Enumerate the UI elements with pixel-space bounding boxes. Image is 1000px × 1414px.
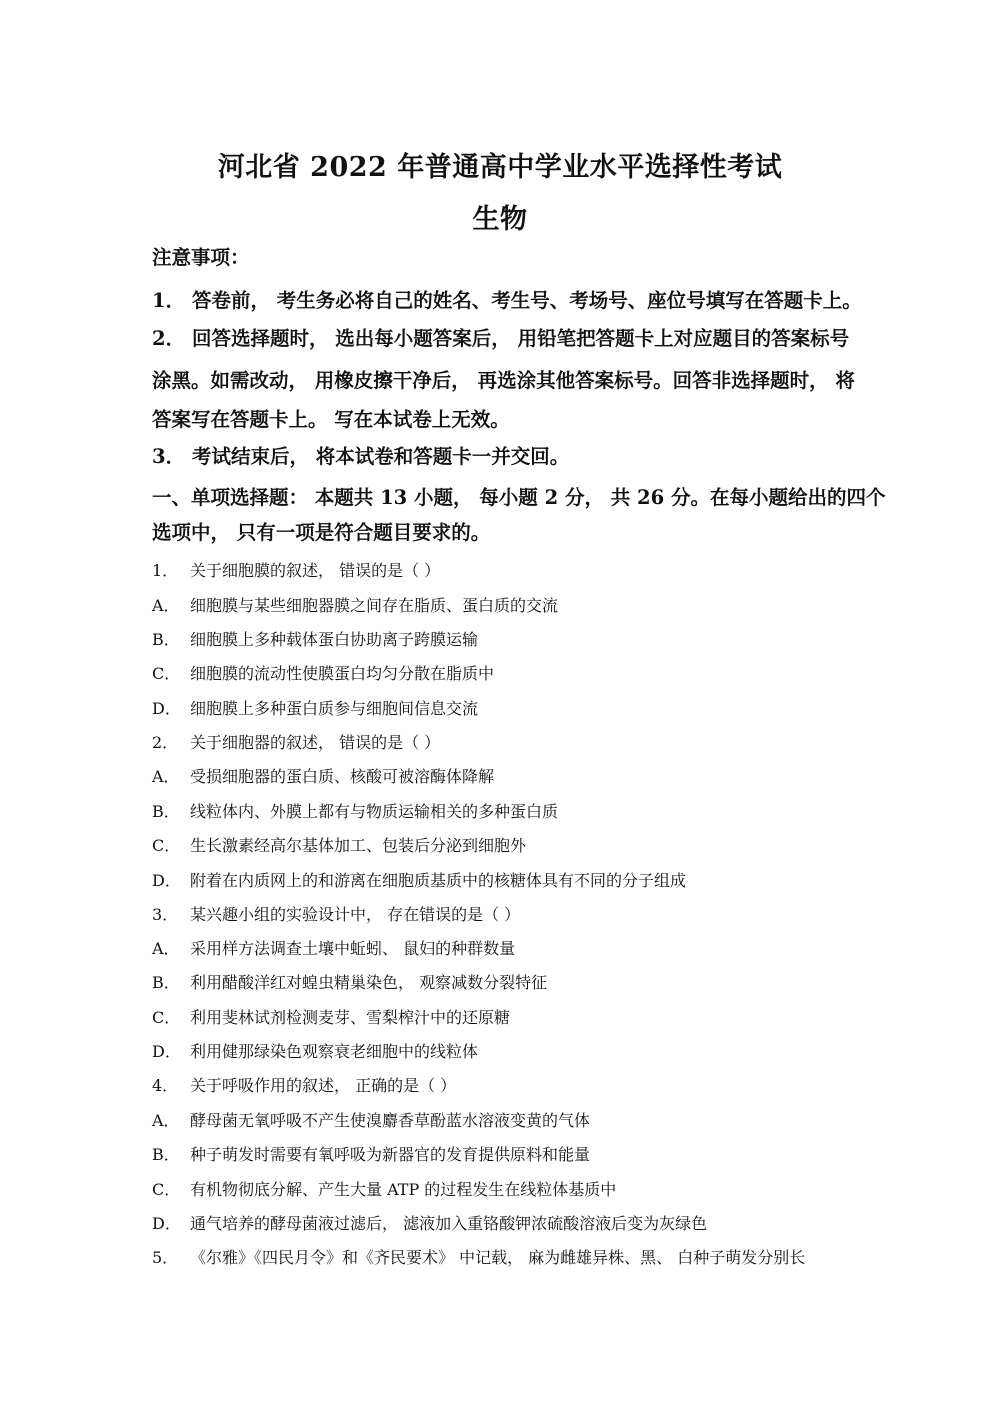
question-4-text: 关于呼吸作用的叙述， 正确的是（ ） — [190, 1076, 457, 1095]
option-label: D． — [152, 699, 181, 718]
question-1-option-d — [152, 696, 478, 719]
question-5-text: 《尔雅》《四民月令》和《齐民要术》 中记载， 麻为雌雄异株、黑、 白种子萌发分别长 — [190, 1248, 806, 1267]
option-label: D． — [152, 871, 181, 890]
question-2-option-a — [152, 764, 494, 787]
option-label: C． — [152, 664, 181, 683]
option-text: 生长激素经高尔基体加工、包装后分泌到细胞外 — [190, 836, 527, 855]
option-label: A． — [152, 939, 180, 958]
question-3-option-a — [152, 936, 515, 959]
section-1-heading-line2: 选项中， 只有一项是符合题目要求的。 — [152, 521, 491, 544]
question-4-stem — [152, 1073, 456, 1096]
question-1-stem — [152, 558, 440, 581]
notice-item-3-number: 3． — [152, 445, 186, 468]
option-text: 利用健那绿染色观察衰老细胞中的线粒体 — [190, 1042, 479, 1061]
option-label: A． — [152, 1111, 180, 1130]
question-3-option-b — [152, 970, 547, 993]
question-1-option-c — [152, 661, 494, 684]
question-2-stem — [152, 730, 440, 753]
option-text: 采用样方法调查土壤中蚯蚓、 鼠妇的种群数量 — [190, 939, 516, 958]
question-5-number: 5． — [152, 1248, 179, 1267]
exam-title: 河北省 2022 年普通高中学业水平选择性考试 — [217, 152, 783, 183]
question-2-option-d — [152, 868, 686, 891]
option-text: 酵母菌无氧呼吸不产生使溴麝香草酚蓝水溶液变黄的气体 — [190, 1111, 591, 1130]
option-label: B． — [152, 802, 180, 821]
question-1-option-a — [152, 593, 558, 616]
question-4-option-a — [152, 1108, 590, 1131]
option-label: C． — [152, 1008, 181, 1027]
option-text: 线粒体内、外膜上都有与物质运输相关的多种蛋白质 — [190, 802, 559, 821]
question-3-number: 3． — [152, 905, 179, 924]
question-1-option-b — [152, 627, 478, 650]
notice-item-2-text-line3: 答案写在答题卡上。 写在本试卷上无效。 — [152, 408, 510, 431]
notice-item-1 — [152, 285, 862, 313]
question-3-option-c — [152, 1005, 510, 1028]
option-label: D． — [152, 1214, 181, 1233]
option-label: A． — [152, 596, 180, 615]
option-text: 有机物彻底分解、产生大量 ATP 的过程发生在线粒体基质中 — [190, 1180, 617, 1199]
notice-item-2-text-line2: 涂黑。如需改动， 用橡皮擦干净后， 再选涂其他答案标号。回答非选择题时， 将 — [152, 369, 855, 392]
option-label: C． — [152, 836, 181, 855]
option-text: 细胞膜上多种蛋白质参与细胞间信息交流 — [190, 699, 479, 718]
option-text: 细胞膜与某些细胞器膜之间存在脂质、蛋白质的交流 — [190, 596, 559, 615]
question-4-number: 4． — [152, 1076, 179, 1095]
option-text: 利用斐林试剂检测麦芽、雪梨榨汁中的还原糖 — [190, 1008, 511, 1027]
option-text: 种子萌发时需要有氧呼吸为新器官的发育提供原料和能量 — [190, 1145, 591, 1164]
question-3-option-d — [152, 1039, 478, 1062]
notice-item-1-text: 答卷前， 考生务必将自己的姓名、考生号、考场号、座位号填写在答题卡上。 — [192, 289, 862, 312]
notice-item-1-number: 1． — [152, 289, 186, 312]
subject-title: 生物 — [472, 204, 528, 235]
option-text: 受损细胞器的蛋白质、核酸可被溶酶体降解 — [190, 767, 495, 786]
notice-item-3-text: 考试结束后， 将本试卷和答题卡一并交回。 — [192, 445, 570, 468]
section-1-heading-line1: 一、单项选择题： 本题共 13 小题， 每小题 2 分， 共 26 分。在每小题给出的四个 — [152, 486, 886, 509]
option-label: C． — [152, 1180, 181, 1199]
option-text: 细胞膜上多种载体蛋白协助离子跨膜运输 — [190, 630, 479, 649]
question-2-option-c — [152, 833, 526, 856]
question-4-option-c — [152, 1177, 616, 1200]
option-text: 细胞膜的流动性使膜蛋白均匀分散在脂质中 — [190, 664, 495, 683]
question-1-number: 1． — [152, 561, 179, 580]
notice-item-2-number: 2． — [152, 327, 186, 350]
option-text: 利用醋酸洋红对蝗虫精巢染色， 观察减数分裂特征 — [190, 973, 548, 992]
question-2-option-b — [152, 799, 558, 822]
question-3-text: 某兴趣小组的实验设计中， 存在错误的是（ ） — [190, 905, 521, 924]
notice-item-2 — [152, 323, 849, 351]
notice-heading: 注意事项： — [152, 246, 250, 269]
question-3-stem — [152, 902, 520, 925]
question-2-number: 2． — [152, 733, 179, 752]
question-2-text: 关于细胞器的叙述， 错误的是（ ） — [190, 733, 441, 752]
option-text: 通气培养的酵母菌液过滤后， 滤液加入重铬酸钾浓硫酸溶液后变为灰绿色 — [190, 1214, 708, 1233]
notice-item-2-text-line1: 回答选择题时， 选出每小题答案后， 用铅笔把答题卡上对应题目的答案标号 — [192, 327, 850, 350]
option-text: 附着在内质网上的和游离在细胞质基质中的核糖体具有不同的分子组成 — [190, 871, 687, 890]
option-label: D． — [152, 1042, 181, 1061]
question-4-option-d — [152, 1211, 707, 1234]
option-label: B． — [152, 973, 180, 992]
question-5-stem — [152, 1245, 805, 1268]
option-label: A． — [152, 767, 180, 786]
option-label: B． — [152, 630, 180, 649]
notice-item-3 — [152, 441, 569, 469]
question-1-text: 关于细胞膜的叙述， 错误的是（ ） — [190, 561, 441, 580]
question-4-option-b — [152, 1142, 590, 1165]
option-label: B． — [152, 1145, 180, 1164]
